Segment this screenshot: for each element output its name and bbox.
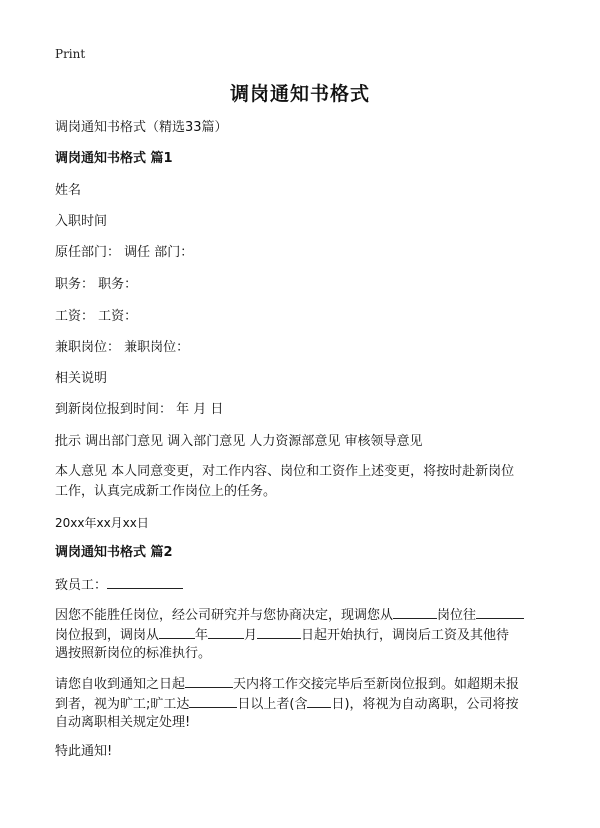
blank-line	[307, 693, 331, 708]
blank-line	[208, 624, 244, 639]
field-salary: 工资： 工资：	[55, 309, 138, 324]
opinion-line-2: 工作，认真完成新工作岗位上的任务。	[55, 484, 277, 499]
field-name: 姓名	[55, 183, 82, 198]
p1-text-a: 因您不能胜任岗位，经公司研究并与您协商决定，现调您从	[55, 608, 394, 623]
greeting-text: 致员工：	[55, 578, 108, 593]
print-label: Print	[55, 47, 86, 61]
blank-line	[393, 604, 437, 619]
p1-text-f: 日起开始执行，调岗后工资及其他待	[301, 628, 510, 643]
p2-line-1	[55, 673, 519, 695]
p2-text-a: 请您自收到通知之日起	[55, 677, 186, 692]
p1-line-1	[55, 604, 524, 626]
blank-line	[476, 604, 524, 619]
field-hire-time: 入职时间	[55, 214, 108, 229]
field-part-time: 兼职岗位： 兼职岗位：	[55, 340, 190, 355]
p2-line-3: 自动离职相关规定处理!	[55, 715, 191, 730]
field-report-time: 到新岗位报到时间： 年 月 日	[55, 402, 224, 417]
blank-line	[185, 673, 233, 688]
closing-line: 特此通知!	[55, 744, 113, 759]
p1-text-e: 月	[244, 628, 258, 643]
blank-line	[107, 574, 183, 589]
p1-text-b: 岗位往	[437, 608, 477, 623]
section-heading-2: 调岗通知书格式 篇2	[55, 545, 173, 560]
approval-line: 批示 调出部门意见 调入部门意见 人力资源部意见 审核领导意见	[55, 434, 423, 449]
blank-line	[189, 693, 237, 708]
field-department: 原任部门： 调任 部门：	[55, 245, 194, 260]
section-heading-1: 调岗通知书格式 篇1	[55, 151, 173, 166]
p2-text-e: 日)，将视为自动离职，公司将按	[331, 697, 519, 712]
blank-line	[159, 624, 195, 639]
greeting-line	[55, 574, 183, 596]
blank-line	[257, 624, 301, 639]
p1-line-3: 遇按照新岗位的标准执行。	[55, 646, 212, 661]
field-notes: 相关说明	[55, 371, 108, 386]
p2-text-c: 到者，视为旷工;旷工达	[55, 697, 190, 712]
p2-text-d: 日以上者(含	[237, 697, 308, 712]
p1-line-2	[55, 624, 509, 646]
p1-text-d: 年	[195, 628, 209, 643]
signature-date: 20xx年xx月xx日	[55, 516, 149, 530]
intro-line: 调岗通知书格式（精选33篇）	[55, 120, 228, 135]
page-title: 调岗通知书格式	[229, 83, 370, 105]
opinion-line-1: 本人意见 本人同意变更，对工作内容、岗位和工资作上述变更，将按时赴新岗位	[55, 464, 515, 479]
p1-text-c: 岗位报到，调岗从	[55, 628, 160, 643]
p2-text-b: 天内将工作交接完毕后至新岗位报到。如超期未报	[233, 677, 520, 692]
field-position: 职务： 职务：	[55, 277, 138, 292]
p2-line-2	[55, 693, 519, 715]
